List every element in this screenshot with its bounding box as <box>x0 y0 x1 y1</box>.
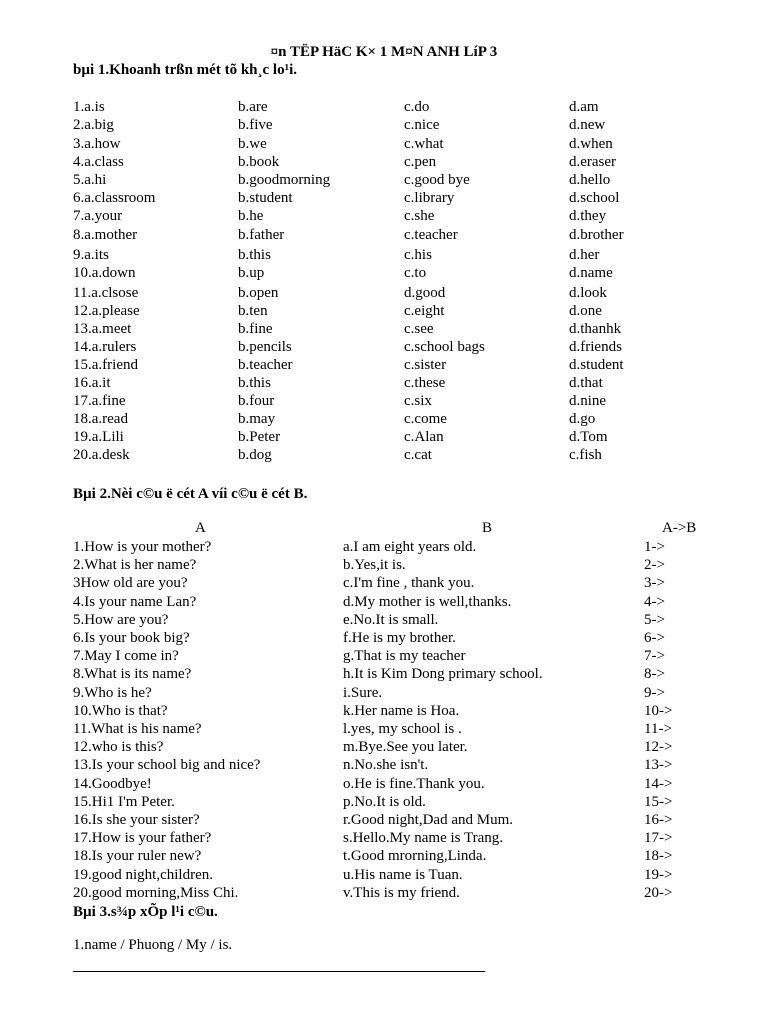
match-cell: 3-> <box>644 575 665 592</box>
exercise-2-heading: Bµi 2.Nèi c©u ë cét A víi c©u ë cét B. <box>73 486 308 502</box>
match-cell: 12-> <box>644 739 673 756</box>
option-cell: 6.a.classroom <box>73 190 156 206</box>
answer-cell: h.It is Kim Dong primary school. <box>343 666 543 683</box>
question-cell: 6.Is your book big? <box>73 630 190 646</box>
exercise-1-heading: bµi 1.Khoanh trßn mét tõ kh¸c lo¹i. <box>73 62 297 78</box>
option-cell: c.cat <box>404 447 432 463</box>
option-cell: 10.a.down <box>73 265 136 281</box>
option-cell: b.teacher <box>238 357 293 373</box>
answer-cell: c.I'm fine , thank you. <box>343 575 475 592</box>
match-cell: 11-> <box>644 721 672 737</box>
option-cell: c.these <box>404 375 446 391</box>
exercise-1-row <box>73 303 733 321</box>
exercise-2-row <box>73 830 733 848</box>
match-cell: 8-> <box>644 666 665 683</box>
option-cell: 11.a.clsose <box>73 285 139 301</box>
option-cell: c.come <box>404 411 447 427</box>
option-cell: 5.a.hi <box>73 172 107 188</box>
question-cell: 12.who is this? <box>73 739 164 756</box>
answer-cell: p.No.It is old. <box>343 793 426 810</box>
exercise-2-row <box>73 776 733 794</box>
question-cell: 17.How is your father? <box>73 830 212 847</box>
match-cell: 14-> <box>644 775 673 792</box>
exercise-2-row <box>73 685 733 703</box>
option-cell: 13.a.meet <box>73 321 132 337</box>
match-cell: 1-> <box>644 539 665 555</box>
match-cell: 19-> <box>644 866 673 883</box>
exercise-1-row <box>73 190 733 208</box>
option-cell: c.school bags <box>404 339 485 355</box>
exercise-1-row <box>73 136 733 154</box>
answer-cell: i.Sure. <box>343 684 383 701</box>
exercise-1-row <box>73 99 733 117</box>
match-cell: 6-> <box>644 630 665 646</box>
option-cell: b.open <box>238 285 279 301</box>
answer-cell: u.His name is Tuan. <box>343 866 463 883</box>
exercise-1-row <box>73 265 733 283</box>
option-cell: b.we <box>238 136 267 152</box>
question-cell: 4.Is your name Lan? <box>73 593 197 610</box>
option-cell: d.one <box>569 303 602 319</box>
option-cell: b.this <box>238 247 271 263</box>
column-b-header: B <box>482 520 493 536</box>
option-cell: 17.a.fine <box>73 393 126 409</box>
answer-cell: d.My mother is well,thanks. <box>343 593 512 610</box>
option-cell: d.friends <box>569 339 622 355</box>
exercise-2-row <box>73 557 733 575</box>
exercise-2-row <box>73 612 733 630</box>
exercise-1-row <box>73 247 733 265</box>
option-cell: 19.a.Lili <box>73 429 124 445</box>
exercise-1-row <box>73 339 733 357</box>
option-cell: 1.a.is <box>73 99 105 115</box>
option-cell: c.nice <box>404 117 440 133</box>
option-cell: b.up <box>238 265 265 281</box>
exercise-1-row <box>73 375 733 393</box>
option-cell: d.new <box>569 117 606 133</box>
exercise-1-row <box>73 208 733 226</box>
question-cell: 10.Who is that? <box>73 702 168 719</box>
option-cell: c.pen <box>404 154 437 170</box>
exercise-1-row <box>73 357 733 375</box>
question-cell: 15.Hi1 I'm Peter. <box>73 793 175 810</box>
answer-line <box>73 971 485 972</box>
option-cell: 7.a.your <box>73 208 123 224</box>
question-cell: 8.What is its name? <box>73 666 192 683</box>
option-cell: 12.a.please <box>73 303 140 319</box>
question-cell: 18.Is your ruler new? <box>73 848 202 865</box>
answer-cell: n.No.she isn't. <box>343 757 429 774</box>
question-cell: 11.What is his name? <box>73 721 202 737</box>
option-cell: 9.a.its <box>73 247 109 263</box>
page-title: ¤n TËP HäC K× 1 M¤N ANH LíP 3 <box>270 44 498 60</box>
option-cell: d.school <box>569 190 620 206</box>
option-cell: c.fish <box>569 447 602 463</box>
option-cell: b.dog <box>238 447 272 463</box>
option-cell: b.goodmorning <box>238 172 331 188</box>
option-cell: d.Tom <box>569 429 608 445</box>
option-cell: c.eight <box>404 303 445 319</box>
question-cell: 20.good morning,Miss Chi. <box>73 884 239 901</box>
match-cell: 9-> <box>644 684 665 701</box>
question-cell: 3How old are you? <box>73 575 188 592</box>
exercise-2-row <box>73 885 733 903</box>
exercise-1-row <box>73 447 733 465</box>
answer-cell: e.No.It is small. <box>343 611 439 628</box>
option-cell: 14.a.rulers <box>73 339 137 355</box>
option-cell: d.brother <box>569 227 624 243</box>
option-cell: b.four <box>238 393 275 409</box>
exercise-2-row <box>73 630 733 648</box>
exercise-1-row <box>73 429 733 447</box>
option-cell: c.what <box>404 136 444 152</box>
option-cell: c.sister <box>404 357 447 373</box>
option-cell: b.five <box>238 117 273 133</box>
answer-cell: g.That is my teacher <box>343 648 466 665</box>
option-cell: d.look <box>569 285 607 301</box>
option-cell: d.when <box>569 136 613 152</box>
exercise-1-row <box>73 411 733 429</box>
option-cell: d.thanhk <box>569 321 622 337</box>
column-ab-header: A->B <box>662 520 697 536</box>
exercise-2-row <box>73 739 733 757</box>
exercise-2-row <box>73 848 733 866</box>
answer-cell: f.He is my brother. <box>343 630 456 646</box>
answer-cell: t.Good mrorning,Linda. <box>343 848 487 865</box>
question-cell: 19.good night,children. <box>73 866 213 883</box>
option-cell: d.am <box>569 99 599 115</box>
option-cell: b.are <box>238 99 268 115</box>
question-cell: 9.Who is he? <box>73 684 152 701</box>
match-cell: 18-> <box>644 848 673 865</box>
exercise-2-row <box>73 648 733 666</box>
option-cell: d.that <box>569 375 603 391</box>
option-cell: b.student <box>238 190 293 206</box>
answer-cell: k.Her name is Hoa. <box>343 702 460 719</box>
exercise-2-row <box>73 703 733 721</box>
question-cell: 7.May I come in? <box>73 648 179 665</box>
option-cell: 4.a.class <box>73 154 124 170</box>
option-cell: 3.a.how <box>73 136 121 152</box>
option-cell: b.book <box>238 154 280 170</box>
option-cell: d.nine <box>569 393 607 409</box>
exercise-2-row <box>73 539 733 557</box>
question-cell: 13.Is your school big and nice? <box>73 757 261 774</box>
option-cell: c.she <box>404 208 435 224</box>
option-cell: c.do <box>404 99 430 115</box>
answer-cell: m.Bye.See you later. <box>343 739 468 756</box>
exercise-1-row <box>73 154 733 172</box>
option-cell: d.name <box>569 265 613 281</box>
option-cell: c.his <box>404 247 432 263</box>
option-cell: c.see <box>404 321 434 337</box>
match-cell: 10-> <box>644 702 673 719</box>
question-cell: 2.What is her name? <box>73 557 197 574</box>
exercise-2-row <box>73 757 733 775</box>
exercise-3-item: 1.name / Phuong / My / is. <box>73 937 233 953</box>
exercise-2-row <box>73 575 733 593</box>
option-cell: c.library <box>404 190 455 206</box>
option-cell: d.hello <box>569 172 611 188</box>
exercise-1-row <box>73 227 733 245</box>
option-cell: b.this <box>238 375 271 391</box>
match-cell: 13-> <box>644 757 673 774</box>
answer-cell: r.Good night,Dad and Mum. <box>343 812 513 828</box>
answer-cell: a.I am eight years old. <box>343 539 477 555</box>
match-cell: 7-> <box>644 648 665 665</box>
exercise-1-row <box>73 321 733 339</box>
answer-cell: l.yes, my school is . <box>343 721 462 737</box>
option-cell: 2.a.big <box>73 117 114 133</box>
match-cell: 5-> <box>644 611 665 628</box>
option-cell: c.good bye <box>404 172 470 188</box>
option-cell: b.Peter <box>238 429 281 445</box>
answer-cell: v.This is my friend. <box>343 884 460 901</box>
match-cell: 17-> <box>644 830 673 847</box>
match-cell: 4-> <box>644 593 665 610</box>
exercise-2-row <box>73 867 733 885</box>
option-cell: 8.a.mother <box>73 227 138 243</box>
option-cell: 16.a.it <box>73 375 111 391</box>
option-cell: c.teacher <box>404 227 458 243</box>
question-cell: 5.How are you? <box>73 611 169 628</box>
exercise-1-row <box>73 393 733 411</box>
option-cell: b.pencils <box>238 339 292 355</box>
exercise-1-row <box>73 117 733 135</box>
exercise-2-header <box>0 520 768 538</box>
option-cell: c.to <box>404 265 427 281</box>
question-cell: 16.Is she your sister? <box>73 812 200 828</box>
option-cell: c.six <box>404 393 432 409</box>
exercise-3-heading: Bµi 3.s¾p xÕp l¹i c©u. <box>73 904 218 920</box>
match-cell: 20-> <box>644 884 673 901</box>
option-cell: 18.a.read <box>73 411 128 427</box>
column-a-header: A <box>195 520 206 536</box>
exercise-2-row <box>73 812 733 830</box>
match-cell: 16-> <box>644 812 673 828</box>
option-cell: d.good <box>404 285 446 301</box>
option-cell: d.eraser <box>569 154 617 170</box>
exercise-1-row <box>73 172 733 190</box>
exercise-2-row <box>73 594 733 612</box>
match-cell: 15-> <box>644 793 673 810</box>
answer-cell: b.Yes,it is. <box>343 557 406 574</box>
answer-cell: s.Hello.My name is Trang. <box>343 830 504 847</box>
exercise-2-row <box>73 721 733 739</box>
option-cell: 20.a.desk <box>73 447 130 463</box>
question-cell: 14.Goodbye! <box>73 775 152 792</box>
question-cell: 1.How is your mother? <box>73 539 212 555</box>
option-cell: b.may <box>238 411 276 427</box>
exercise-1-row <box>73 285 733 303</box>
option-cell: c.Alan <box>404 429 444 445</box>
exercise-2-row <box>73 794 733 812</box>
option-cell: b.ten <box>238 303 268 319</box>
option-cell: b.he <box>238 208 264 224</box>
exercise-2-row <box>73 666 733 684</box>
option-cell: b.father <box>238 227 285 243</box>
option-cell: d.go <box>569 411 596 427</box>
option-cell: d.they <box>569 208 607 224</box>
option-cell: b.fine <box>238 321 273 337</box>
match-cell: 2-> <box>644 557 665 574</box>
option-cell: d.student <box>569 357 624 373</box>
answer-cell: o.He is fine.Thank you. <box>343 775 485 792</box>
option-cell: 15.a.friend <box>73 357 138 373</box>
option-cell: d.her <box>569 247 600 263</box>
